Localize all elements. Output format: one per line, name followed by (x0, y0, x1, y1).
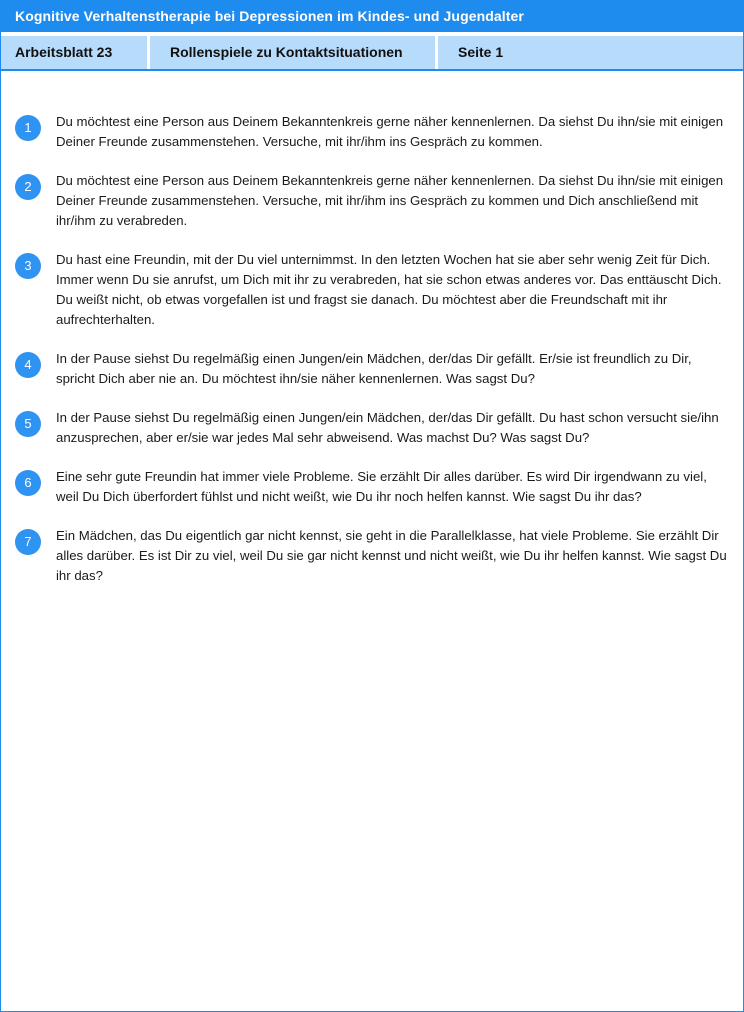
scenario-list (1, 71, 743, 586)
scenario-text: Eine sehr gute Freundin hat immer viele Probleme. Sie erzählt Dir alles darüber. Es wird Dir irgendwann zu viel, weil Du Dich überfordert fühlst und nicht weißt, wie Du ihr noch helfen kannst. Wie sagst Du ihr das? (56, 469, 707, 504)
worksheet-number: Arbeitsblatt 23 (1, 36, 147, 69)
number-badge: 1 (15, 115, 41, 141)
scenario-text: Du hast eine Freundin, mit der Du viel unternimmst. In den letzten Wochen hat sie aber sehr wenig Zeit für Dich. Immer wenn Du sie anrufst, um Dich mit ihr zu verabreden, hat sie schon etwas anderes vor. Das enttäuscht Dich. Du weißt nicht, ob etwas vorgefallen ist und fragst sie danach. Du möchtest aber die Freundschaft mit ihr aufrechterhalten. (56, 252, 722, 327)
worksheet-topic: Rollenspiele zu Kontaktsituationen (150, 36, 435, 69)
scenario-item (1, 349, 743, 389)
scenario-item (1, 526, 743, 586)
scenario-item (1, 467, 743, 507)
scenario-item (1, 112, 743, 152)
worksheet-header (1, 36, 743, 71)
scenario-text: Du möchtest eine Person aus Deinem Bekanntenkreis gerne näher kennenlernen. Da siehst Du ihn/sie mit einigen Deiner Freunde zusammenstehen. Versuche, mit ihr/ihm ins Gespräch zu kommen. (56, 114, 724, 149)
number-badge: 6 (15, 470, 41, 496)
number-badge: 4 (15, 352, 41, 378)
document-title: Kognitive Verhaltenstherapie bei Depressionen im Kindes- und Jugendalter (1, 1, 743, 32)
scenario-text: Ein Mädchen, das Du eigentlich gar nicht kennst, sie geht in die Parallelklasse, hat viele Probleme. Sie erzählt Dir alles darüber. Es ist Dir zu viel, weil Du sie gar nicht kennst und nicht weißt, wie Du ihr helfen kannst. Wie sagst Du ihr das? (56, 528, 727, 583)
scenario-item (1, 171, 743, 231)
number-badge: 5 (15, 411, 41, 437)
scenario-text: In der Pause siehst Du regelmäßig einen Jungen/ein Mädchen, der/das Dir gefällt. Du hast schon versucht sie/ihn anzusprechen, aber er/sie war jedes Mal sehr abweisend. Was machst Du? Was sagst Du? (56, 410, 719, 445)
scenario-item (1, 408, 743, 448)
number-badge: 7 (15, 529, 41, 555)
scenario-item (1, 250, 743, 330)
page-number: Seite 1 (438, 36, 743, 69)
number-badge: 3 (15, 253, 41, 279)
scenario-text: Du möchtest eine Person aus Deinem Bekanntenkreis gerne näher kennenlernen. Da siehst Du ihn/sie mit einigen Deiner Freunde zusammenstehen. Versuche, mit ihr/ihm ins Gespräch zu kommen und Dich anschließend mit ihr/ihm zu verabreden. (56, 173, 724, 228)
number-badge: 2 (15, 174, 41, 200)
scenario-text: In der Pause siehst Du regelmäßig einen Jungen/ein Mädchen, der/das Dir gefällt. Er/sie ist freundlich zu Dir, spricht Dich aber nie an. Du möchtest ihn/sie näher kennenlernen. Was sagst Du? (56, 351, 692, 386)
